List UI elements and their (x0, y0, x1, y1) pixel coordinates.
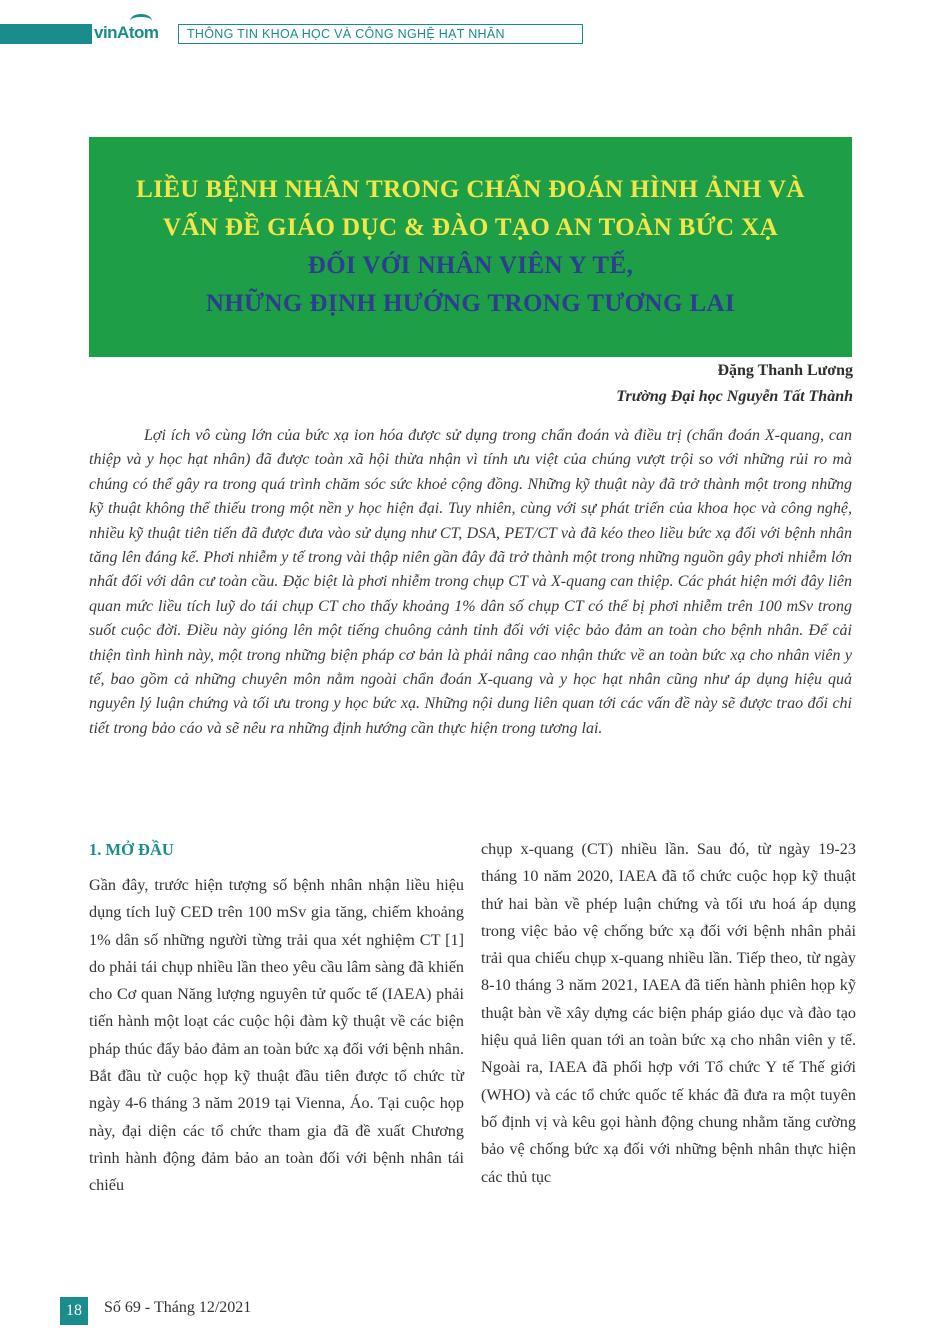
section-heading: 1. MỞ ĐẦU (89, 840, 174, 859)
right-column-text: chụp x-quang (CT) nhiều lần. Sau đó, từ ngày 19-23 tháng 10 năm 2020, IAEA đã tổ chức cuộc họp kỹ thuật thứ hai bàn về phép luận chứng và tối ưu hoá áp dụng trong việc bảo vệ chống bức xạ đối với bệnh nhân phải trải qua chiếu chụp x-quang nhiều lần. Tiếp theo, từ ngày 8-10 tháng 3 năm 2021, IAEA đã tiến hành phiên họp kỹ thuật bàn về xây dựng các biện pháp giáo dục và đào tạo hiệu quả liên quan tới an toàn bức xạ cho nhân viên y tế. Ngoài ra, IAEA đã phối hợp với Tổ chức Y tế Thế giới (WHO) và các tổ chức quốc tế khác đã đưa ra một tuyên bố định vị và kêu gọi hành động chung nhằm tăng cường bảo vệ chống bức xạ đối với những bệnh nhân thực hiện các thủ tục (481, 840, 856, 1186)
right-column (481, 836, 856, 1191)
author-name: Đặng Thanh Lương (717, 362, 853, 379)
issue-label: Số 69 - Tháng 12/2021 (104, 1299, 252, 1316)
publication-header: THÔNG TIN KHOA HỌC VÀ CÔNG NGHỆ HẠT NHÂN (178, 24, 583, 44)
header-accent-bar (0, 24, 92, 44)
title-line-1: LIỀU BỆNH NHÂN TRONG CHẨN ĐOÁN HÌNH ẢNH VÀ (136, 176, 805, 203)
article-title-block (89, 137, 852, 357)
title-line-4: NHỮNG ĐỊNH HƯỚNG TRONG TƯƠNG LAI (205, 290, 736, 317)
title-line-3: ĐỐI VỚI NHÂN VIÊN Y TẾ, (307, 252, 634, 279)
author-affiliation: Trường Đại học Nguyễn Tất Thành (616, 388, 853, 405)
left-column-text: Gần đây, trước hiện tượng số bệnh nhân nhận liều hiệu dụng tích luỹ CED trên 100 mSv gia tăng, chiếm khoảng 1% dân số những người từng trải qua xét nghiệm CT [1] do phải tái chụp nhiều lần theo yêu cầu lâm sàng đã khiến cho Cơ quan Năng lượng nguyên tử quốc tế (IAEA) phải tiến hành một loạt các cuộc hội đàm kỹ thuật về các biện pháp thúc đẩy bảo đảm an toàn bức xạ đối với bệnh nhân. Bắt đầu từ cuộc họp kỹ thuật đầu tiên được tổ chức từ ngày 4-6 tháng 3 năm 2019 tại Vienna, Áo. Tại cuộc họp này, đại diện các tổ chức tham gia đã đề xuất Chương trình hành động đảm bảo an toàn đối với bệnh nhân tái chiếu (89, 876, 464, 1195)
left-column (89, 836, 464, 1200)
page-number: 18 (60, 1297, 88, 1325)
abstract: Lợi ích vô cùng lớn của bức xạ ion hóa được sử dụng trong chẩn đoán và điều trị (chẩn đoán X-quang, can thiệp và y học hạt nhân) đã được toàn xã hội thừa nhận vì tính ưu việt của chúng vượt trội so với những rủi ro mà chúng có thể gây ra trong quá trình chăm sóc sức khoẻ cộng đồng. Những kỹ thuật này đã trở thành một trong những kỹ thuật không thể thiếu trong một nền y học hiện đại. Tuy nhiên, cùng với sự phát triển của khoa học và công nghệ, nhiều kỹ thuật tiên tiến đã được đưa vào sử dụng như CT, DSA, PET/CT và đã kéo theo liều bức xạ đối với bệnh nhân tăng lên đáng kể. Phơi nhiễm y tế trong vài thập niên gần đây đã trở thành một trong những nguồn gây phơi nhiễm lớn nhất đối với dân cư toàn cầu. Đặc biệt là phơi nhiễm trong chụp CT và X-quang can thiệp. Các phát hiện mới đây liên quan mức liều tích luỹ do tái chụp CT cho thấy khoảng 1% dân số chụp CT có thể bị phơi nhiễm trên 100 mSv trong suốt cuộc đời. Điều này gióng lên một tiếng chuông cảnh tỉnh đối với việc bảo đảm an toàn cho bệnh nhân. Để cải thiện tình hình này, một trong những biện pháp cơ bản là phải nâng cao nhận thức về an toàn bức xạ cho nhân viên y tế, bao gồm cả những chuyên môn nằm ngoài chẩn đoán X-quang và y học hạt nhân cũng như áp dụng hiệu quả nguyên lý luận chứng và tối ưu trong y học bức xạ. Những nội dung liên quan tới các vấn đề này sẽ được trao đổi chi tiết trong bảo cáo và sẽ nêu ra những định hướng cần thực hiện trong tương lai. (89, 427, 852, 737)
logo-text: vinAtom (94, 23, 159, 42)
title-line-2: VẤN ĐỀ GIÁO DỤC & ĐÀO TẠO AN TOÀN BỨC XẠ (162, 214, 779, 241)
logo-arc-icon (130, 14, 152, 28)
